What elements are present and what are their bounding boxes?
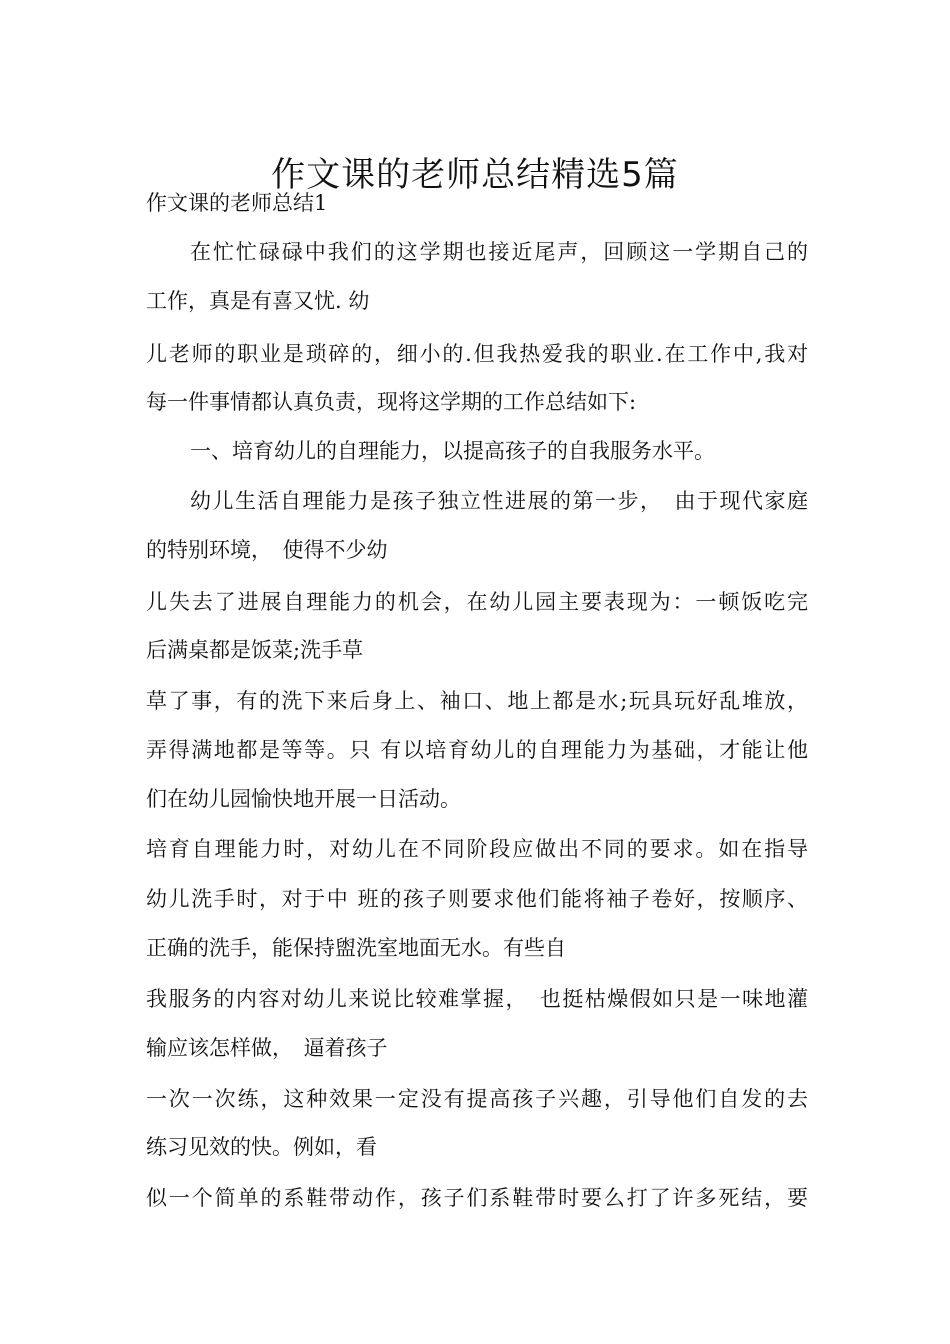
paragraph-line: 正确的洗手，能保持盥洗室地面无水。有些自: [146, 936, 566, 960]
document-title: 作文课的老师总结精选5篇: [271, 154, 679, 195]
paragraph-line: 培育自理能力时，对幼儿在不同阶段应做出不同的要求。如在指导: [146, 837, 808, 861]
paragraph-line: 一次一次练，这种效果一定没有提高孩子兴趣，引导他们自发的去: [146, 1087, 808, 1111]
paragraph-line: 一、培育幼儿的自理能力，以提高孩子的自我服务水平。: [190, 439, 715, 463]
paragraph-line: 们在幼儿园愉快地开展一日活动。: [146, 787, 461, 811]
paragraph-line: 我服务的内容对幼儿来说比较难掌握， 也挺枯燥假如只是一味地灌: [146, 987, 808, 1011]
paragraph-line: 输应该怎样做， 逼着孩子: [146, 1036, 388, 1060]
paragraph-line: 后满桌都是饭菜;洗手草: [146, 638, 364, 662]
paragraph-line: 似一个简单的系鞋带动作，孩子们系鞋带时要么打了许多死结，要: [146, 1186, 808, 1210]
paragraph-line: 草了事，有的洗下来后身上、袖口、地上都是水;玩具玩好乱堆放，: [146, 689, 808, 713]
paragraph-line: 练习见效的快。例如，看: [146, 1135, 377, 1159]
paragraph-line: 弄得满地都是等等。只 有以培育幼儿的自理能力为基础，才能让他: [146, 738, 808, 762]
section-heading: 作文课的老师总结1: [146, 191, 328, 215]
paragraph-line: 在忙忙碌碌中我们的这学期也接近尾声，回顾这一学期自己的: [190, 240, 808, 264]
paragraph-line: 的特别环境， 使得不少幼: [146, 538, 388, 562]
paragraph-line: 幼儿洗手时，对于中 班的孩子则要求他们能将袖子卷好，按顺序、: [146, 887, 808, 911]
paragraph-line: 工作，真是有喜又忧. 幼: [146, 289, 370, 313]
paragraph-line: 儿老师的职业是琐碎的，细小的.但我热爱我的职业.在工作中,我对: [146, 342, 808, 366]
paragraph-line: 每一件事情都认真负责，现将这学期的工作总结如下:: [146, 390, 637, 414]
paragraph-line: 幼儿生活自理能力是孩子独立性进展的第一步， 由于现代家庭: [190, 489, 808, 513]
paragraph-line: 儿失去了进展自理能力的机会，在幼儿园主要表现为：一顿饭吃完: [146, 590, 808, 614]
